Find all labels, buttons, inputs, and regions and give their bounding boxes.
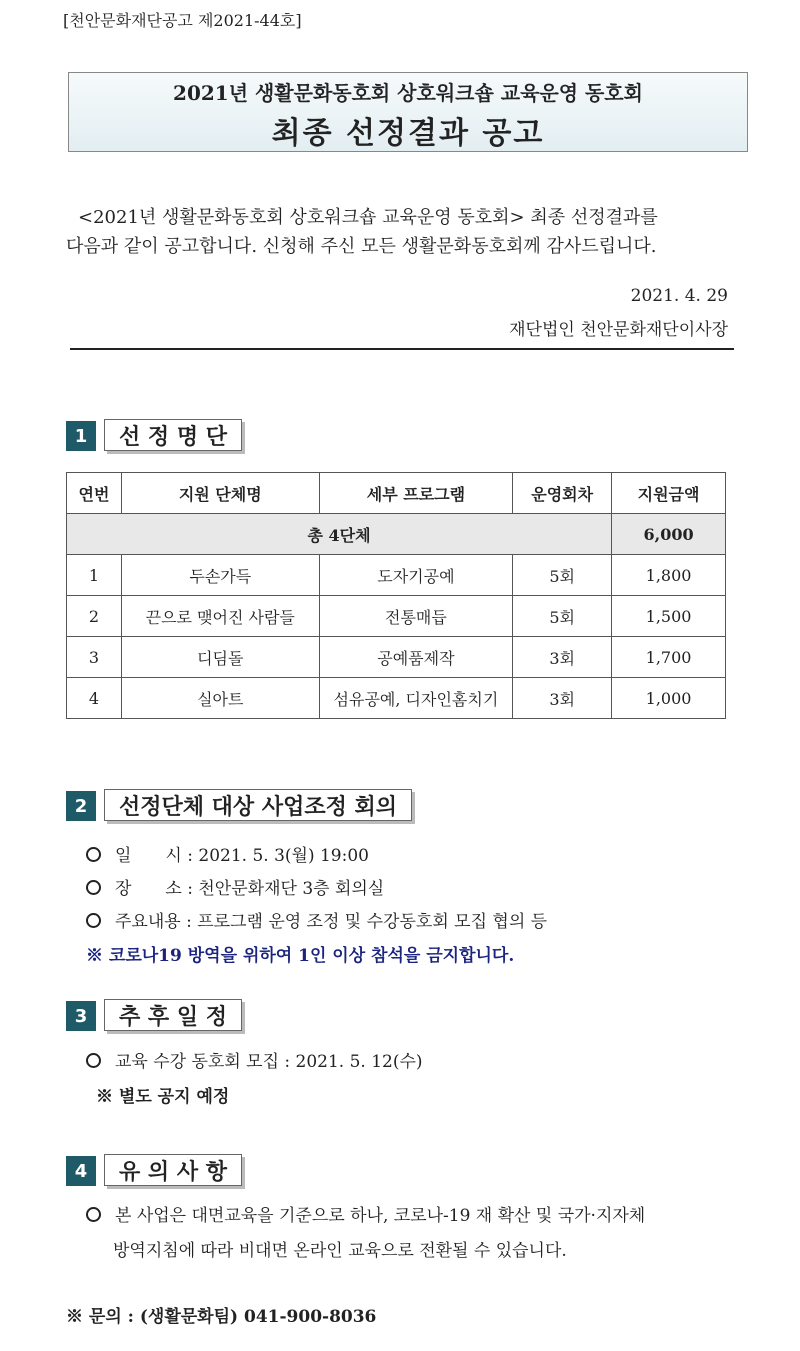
cell-amount: 1,000 (612, 678, 726, 719)
cell-sessions: 5회 (513, 596, 612, 637)
meeting-agenda: 주요내용 : 프로그램 운영 조정 및 수강동호회 모집 협의 등 (86, 907, 547, 932)
cell-no: 2 (67, 596, 122, 637)
cell-no: 1 (67, 555, 122, 596)
total-amount: 6,000 (612, 514, 726, 555)
table-header-row (67, 473, 726, 514)
cell-program: 도자기공예 (319, 555, 513, 596)
cell-name: 끈으로 맺어진 사람들 (121, 596, 319, 637)
page-title: 최종 선정결과 공고 (271, 116, 545, 151)
table-row (67, 555, 726, 596)
section-4-number: 4 (66, 1156, 96, 1186)
section-4-title: 유 의 사 항 (104, 1154, 242, 1186)
section-3-number: 3 (66, 1001, 96, 1031)
schedule-note: ※ 별도 공지 예정 (96, 1087, 230, 1107)
caution-line-2: 방역지침에 따라 비대면 온라인 교육으로 전환될 수 있습니다. (113, 1241, 567, 1261)
cell-program: 전통매듭 (319, 596, 513, 637)
intro-paragraph (66, 203, 728, 261)
table-row (67, 637, 726, 678)
header-name: 지원 단체명 (121, 473, 319, 514)
cell-name: 실아트 (121, 678, 319, 719)
recruitment-schedule: 교육 수강 동호회 모집 : 2021. 5. 12(수) (86, 1047, 423, 1072)
header-sessions: 운영회차 (513, 473, 612, 514)
notice-number: [천안문화재단공고 제2021-44호] (63, 11, 302, 30)
table-row (67, 678, 726, 719)
cell-name: 디딤돌 (121, 637, 319, 678)
circle-bullet-icon (86, 913, 101, 928)
section-2-title: 선정단체 대상 사업조정 회의 (104, 789, 412, 821)
circle-bullet-icon (86, 847, 101, 862)
covid-warning: ※ 코로나19 방역을 위하여 1인 이상 참석을 금지합니다. (86, 946, 515, 966)
issuer: 재단법인 천안문화재단이사장 (509, 320, 728, 340)
cell-amount: 1,500 (612, 596, 726, 637)
caution-line-1: 본 사업은 대면교육을 기준으로 하나, 코로나-19 재 확산 및 국가·지자체 (86, 1201, 645, 1226)
title-box (68, 72, 748, 152)
cell-no: 3 (67, 637, 122, 678)
selection-table (66, 472, 726, 719)
divider (70, 348, 734, 350)
circle-bullet-icon (86, 880, 101, 895)
header-program: 세부 프로그램 (319, 473, 513, 514)
total-row (67, 514, 726, 555)
cell-no: 4 (67, 678, 122, 719)
circle-bullet-icon (86, 1053, 101, 1068)
cell-sessions: 3회 (513, 637, 612, 678)
meeting-datetime: 일 시 : 2021. 5. 3(월) 19:00 (86, 841, 369, 866)
section-3-title: 추 후 일 정 (104, 999, 242, 1031)
contact-info: ※ 문의 : (생활문화팀) 041-900-8036 (66, 1307, 377, 1327)
cell-sessions: 5회 (513, 555, 612, 596)
section-1-number: 1 (66, 421, 96, 451)
table-row (67, 596, 726, 637)
total-label: 총 4단체 (67, 514, 612, 555)
section-2-number: 2 (66, 791, 96, 821)
cell-sessions: 3회 (513, 678, 612, 719)
intro-line-1: <2021년 생활문화동호회 상호워크숍 교육운영 동호회> 최종 선정결과를 (78, 207, 658, 228)
cell-name: 두손가득 (121, 555, 319, 596)
title-subline: 2021년 생활문화동호회 상호워크숍 교육운영 동호회 (173, 81, 643, 105)
cell-amount: 1,800 (612, 555, 726, 596)
circle-bullet-icon (86, 1207, 101, 1222)
cell-program: 섬유공예, 디자인홈치기 (319, 678, 513, 719)
meeting-place: 장 소 : 천안문화재단 3층 회의실 (86, 874, 384, 899)
cell-program: 공예품제작 (319, 637, 513, 678)
intro-line-2: 다음과 같이 공고합니다. 신청해 주신 모든 생활문화동호회께 감사드립니다. (66, 236, 657, 257)
header-no: 연번 (67, 473, 122, 514)
cell-amount: 1,700 (612, 637, 726, 678)
section-1-title: 선 정 명 단 (104, 419, 242, 451)
header-amount: 지원금액 (612, 473, 726, 514)
notice-date: 2021. 4. 29 (630, 286, 728, 306)
